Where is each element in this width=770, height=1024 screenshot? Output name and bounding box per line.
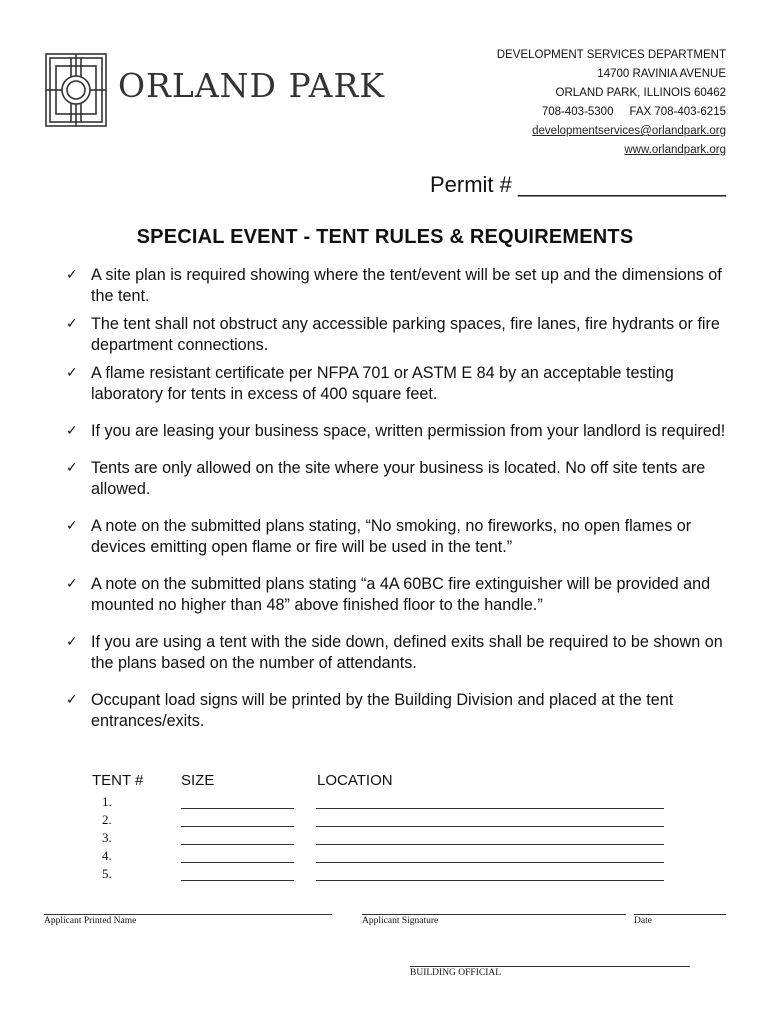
address-line-2: ORLAND PARK, ILLINOIS 60462 (555, 87, 726, 99)
checkmark-icon: ✓ (66, 518, 78, 534)
tent-number: 4. (102, 848, 112, 863)
tent-row (92, 848, 692, 866)
building-official-field[interactable] (410, 966, 690, 978)
rule-item (66, 690, 736, 732)
signature-line (362, 914, 626, 915)
signature-line (634, 914, 726, 915)
tent-number: 1. (102, 794, 112, 809)
checkmark-icon: ✓ (66, 634, 78, 650)
size-header: SIZE (181, 772, 215, 789)
checkmark-icon: ✓ (66, 316, 78, 332)
rule-text: A note on the submitted plans stating “a 4A 60BC fire extinguisher will be provided and mounted no higher than 48” above finished floor to the handle.” (91, 575, 711, 614)
department-contact (497, 46, 726, 160)
rule-text: The tent shall not obstruct any accessible parking spaces, fire lanes, fire hydrants or fire department connections. (91, 315, 720, 354)
location-field[interactable] (316, 844, 664, 845)
rule-item (66, 574, 736, 616)
applicant-signature-field[interactable] (362, 914, 626, 928)
location-field[interactable] (316, 808, 664, 809)
rules-list (66, 265, 736, 748)
phone-fax: 708-403-5300 FAX 708-403-6215 (541, 106, 726, 118)
rule-item (66, 265, 736, 307)
size-field[interactable] (181, 826, 294, 827)
rule-item (66, 314, 736, 356)
signature-line (410, 966, 690, 967)
rule-text: Tents are only allowed on the site where your business is located. No off site tents are allowed. (91, 459, 706, 498)
rule-item (66, 516, 736, 558)
rule-item (66, 363, 736, 405)
checkmark-icon: ✓ (66, 267, 78, 283)
checkmark-icon: ✓ (66, 460, 78, 476)
department-name: DEVELOPMENT SERVICES DEPARTMENT (496, 49, 726, 61)
location-field[interactable] (316, 826, 664, 827)
rule-text: A note on the submitted plans stating, “No smoking, no fireworks, no open flames or devices emitting open flame or fire will be used in the tent.” (91, 517, 692, 556)
checkmark-icon: ✓ (66, 576, 78, 592)
rule-item (66, 632, 736, 674)
website-link[interactable]: www.orlandpark.org (624, 144, 726, 156)
brand-name: ORLAND PARK (118, 66, 385, 105)
rule-text: A site plan is required showing where the tent/event will be set up and the dimensions of the tent. (91, 266, 722, 305)
signature-line (44, 914, 332, 915)
rule-text: If you are using a tent with the side down, defined exits shall be required to be shown on the plans based on the number of attendants. (91, 633, 723, 672)
rule-text: If you are leasing your business space, written permission from your landlord is required! (91, 422, 726, 440)
tent-row (92, 866, 692, 884)
tent-number: 3. (102, 830, 112, 845)
tent-number: 2. (102, 812, 112, 827)
tent-number: 5. (102, 866, 112, 881)
applicant-printed-name-field[interactable] (44, 914, 332, 928)
rule-text: A flame resistant certificate per NFPA 701 or ASTM E 84 by an acceptable testing laboratory for tents in excess of 400 square feet. (91, 364, 674, 403)
size-field[interactable] (181, 808, 294, 809)
document-title: SPECIAL EVENT - TENT RULES & REQUIREMENTS (136, 226, 634, 248)
rule-item (66, 458, 736, 500)
tent-row (92, 830, 692, 848)
size-field[interactable] (181, 844, 294, 845)
tent-number-header: TENT # (92, 772, 144, 789)
location-field[interactable] (316, 880, 664, 881)
orland-park-logo-icon (44, 52, 108, 128)
email-link[interactable]: developmentservices@orlandpark.org (532, 125, 726, 137)
date-field[interactable] (634, 914, 726, 928)
applicant-signature-label: Applicant Signature (362, 916, 439, 926)
address-line-1: 14700 RAVINIA AVENUE (597, 68, 726, 80)
location-header: LOCATION (317, 772, 393, 789)
checkmark-icon: ✓ (66, 692, 78, 708)
location-field[interactable] (316, 862, 664, 863)
size-field[interactable] (181, 880, 294, 881)
date-label: Date (634, 916, 652, 926)
rule-text: Occupant load signs will be printed by the Building Division and placed at the tent entrances/exits. (91, 691, 674, 730)
tent-row (92, 812, 692, 830)
building-official-label: BUILDING OFFICIAL (410, 968, 502, 978)
tent-row (92, 794, 692, 812)
rule-item (66, 421, 736, 442)
checkmark-icon: ✓ (66, 365, 78, 381)
size-field[interactable] (181, 862, 294, 863)
applicant-printed-name-label: Applicant Printed Name (44, 916, 137, 926)
permit-number-field[interactable]: Permit # _________________ (429, 172, 726, 197)
checkmark-icon: ✓ (66, 423, 78, 439)
